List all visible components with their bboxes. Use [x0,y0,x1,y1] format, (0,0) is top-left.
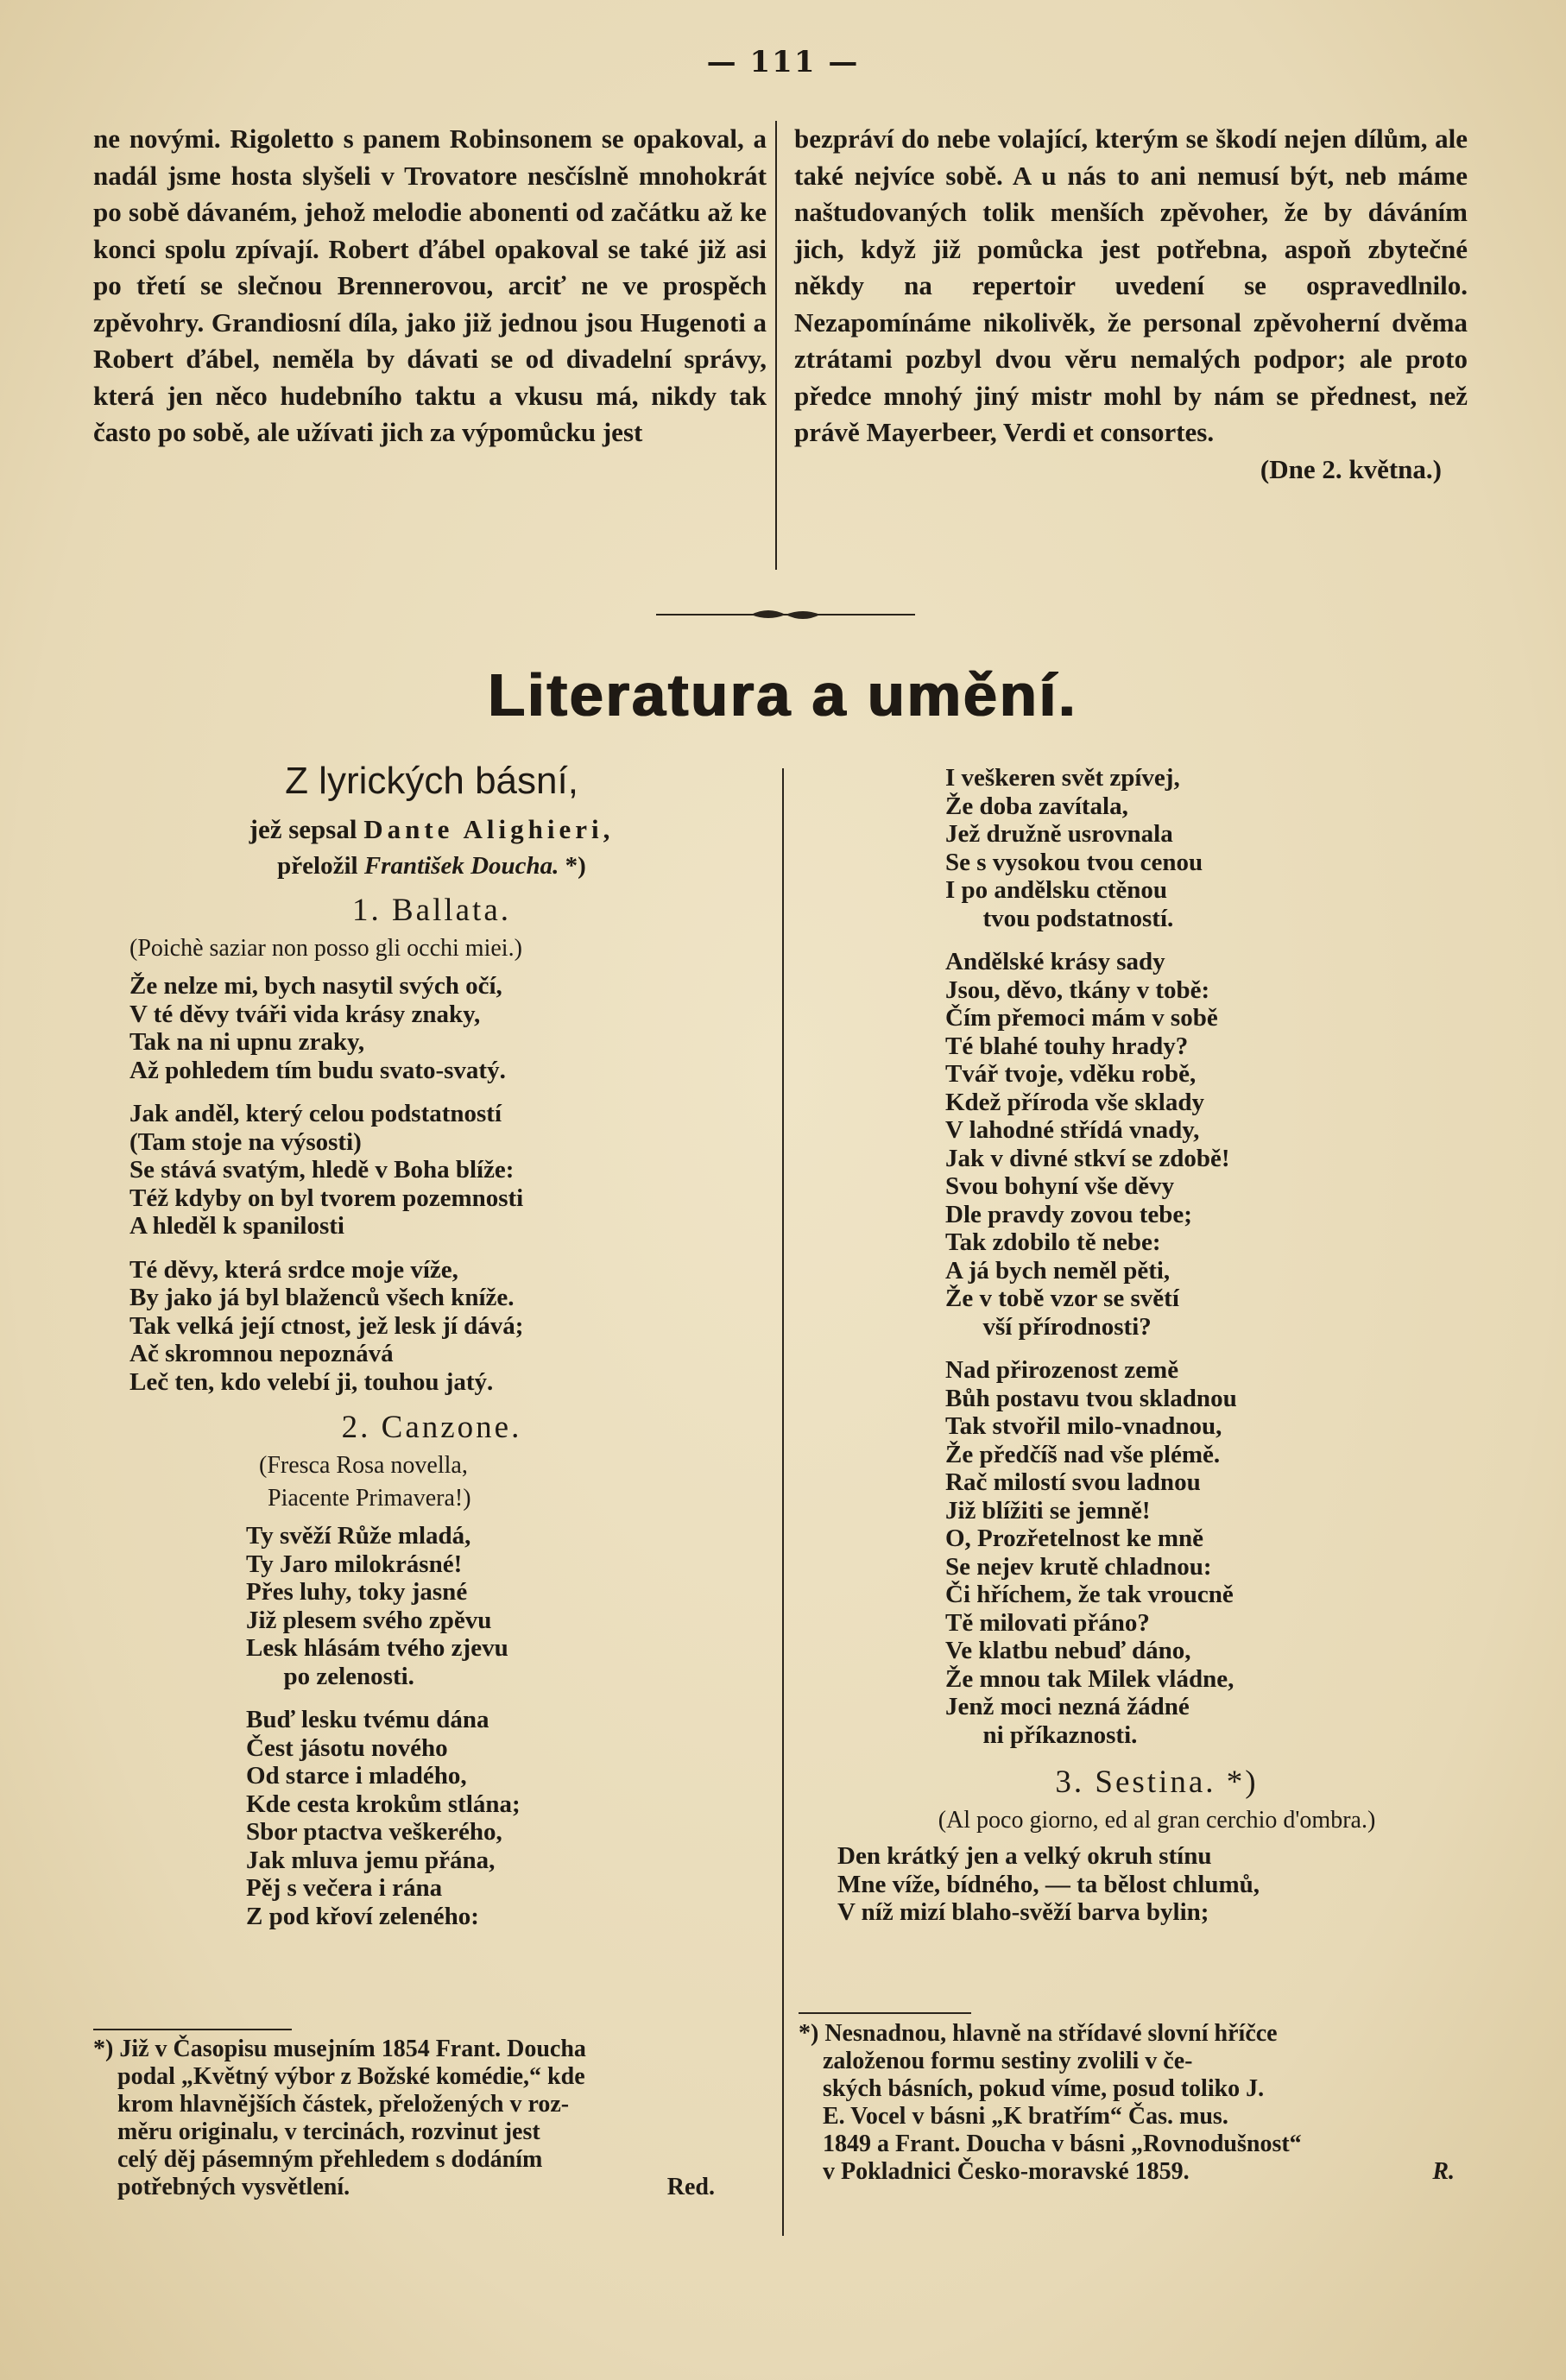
verse-line: (Tam stoje na výsosti) [129,1127,362,1156]
footnote-line: E. Vocel v básni „K bratřím“ Čas. mus. [799,2103,1228,2130]
page-number: — 111 — [706,45,860,79]
verse-line: Jsou, děvo, tkány v tobě: [945,975,1210,1004]
footnote-line: podal „Květný výbor z Božské komédie,“ kde [93,2063,585,2090]
verse-line: Tvář tvoje, vděku robě, [945,1060,1197,1088]
verse-line: Té blahé touhy hrady? [945,1032,1189,1060]
verse-line: Té děvy, která srdce moje víže, [129,1255,458,1284]
footnote-line: celý děj pásemným přehledem s dodáním [93,2146,543,2173]
ballata-stanza-1 [129,972,734,1084]
sestina-stanza-1 [820,1842,1493,1927]
verse-line: Jež družně usrovnala [945,820,1173,848]
verse-line: Že předčíš nad vše plémě. [945,1440,1221,1468]
verse-line: Den krátký jen a velký okruh stínu [837,1842,1212,1870]
canzone-stanza-4 [820,948,1493,1341]
verse-line: Tak velká její ctnost, jež lesk jí dává; [129,1311,524,1340]
verse-line: Přes luhy, toky jasné [246,1578,468,1606]
verse-line: Se stává svatým, hledě v Boha blíže: [129,1156,515,1184]
verse-line: Pěj s večera i rána [246,1874,443,1902]
date-note: (Dne 2. května.) [1260,453,1442,484]
ballata-heading: 1. Ballata. [351,893,512,928]
verse-line: Se nejev krutě chladnou: [945,1552,1212,1581]
column-divider-top [775,121,777,570]
verse-line: Již blížiti se jemně! [945,1496,1151,1525]
verse-line: Čest jásotu nového [246,1733,448,1762]
verse-line: Tak na ni upnu zraky, [129,1028,365,1056]
verse-line: Tak zdobilo tě nebe: [945,1228,1161,1256]
verse-line: Tak stvořil milo-vnadnou, [945,1412,1222,1440]
footnote-last-line [799,2158,1481,2186]
verse-line: I po andělsku ctěnou [945,876,1168,904]
ornament-divider [656,604,915,625]
verse-line: Jak v divné stkví se zdobě! [945,1144,1230,1172]
verse-line: I veškeren svět zpívej, [945,764,1180,792]
verse-line: Až pohledem tím budu svato-svatý. [129,1056,506,1084]
canzone-stanza-3 [820,764,1493,932]
ballata-incipit: (Poichè saziar non posso gli occhi miei.) [129,935,522,962]
verse-line: V lahodné střídá vnady, [945,1116,1200,1144]
verse-line: Či hříchem, že tak vroucně [945,1581,1234,1608]
poems-right-column [820,764,1493,1927]
verse-line: O, Prozřetelnost ke mně [945,1525,1204,1552]
footnote-last-line [93,2174,749,2201]
poem-title: Z lyrických básní, [285,760,578,802]
verse-line: Ve klatbu nebuď dáno, [945,1637,1191,1664]
footnote-line: potřebných vysvětlení. [93,2174,350,2200]
verse-line: V té děvy tváři vida krásy znaky, [129,1000,481,1028]
poem-byline [129,811,734,848]
footnote-line: *) Nesnadnou, hlavně na střídavé slovní hříčce [799,2020,1278,2047]
verse-line: Svou bohyní vše děvy [945,1172,1175,1200]
verse-line: Sbor ptactva veškerého, [246,1818,502,1846]
verse-line: vší přírodnosti? [945,1312,1152,1341]
verse-line: po zelenosti. [246,1662,414,1690]
verse-line: Dle pravdy zovou tebe; [945,1200,1192,1228]
verse-line: Andělské krásy sady [945,948,1165,975]
verse-line: Jak anděl, který celou podstatností [129,1100,502,1127]
ballata-stanza-2 [129,1100,734,1241]
footnote-signature: Red. [666,2174,715,2200]
footnote-line: měru originalu, v tercinách, rozvinut jest [93,2118,540,2145]
canzone-incipit-2: Piacente Primavera!) [268,1485,471,1512]
ballata-stanza-3 [129,1256,734,1397]
footnote-right [799,2020,1481,2186]
footnote-line: v Pokladnici Česko-moravské 1859. [799,2158,1190,2185]
verse-line: Ač skromnou nepoznává [129,1340,394,1367]
verse-line: Že nelze mi, bych nasytil svých očí, [129,972,502,1000]
translator-line [129,848,734,884]
sestina-incipit: (Al poco giorno, ed al gran cerchio d'ombra.) [938,1807,1376,1834]
verse-line: Že mnou tak Milek vládne, [945,1664,1234,1693]
translator-mark: *) [559,852,586,880]
verse-line: Mne víže, bídného, — ta bělost chlumů, [837,1870,1260,1898]
verse-line: Čím přemoci mám v sobě [945,1004,1218,1032]
verse-line: Též kdyby on byl tvorem pozemnosti [129,1184,524,1212]
verse-line: Již plesem svého zpěvu [246,1606,492,1634]
verse-line: By jako já byl blaženců všech kníže. [129,1284,515,1311]
footnote-rule-left [93,2029,292,2030]
footnote-line: založenou formu sestiny zvolili v če- [799,2048,1193,2074]
canzone-heading: 2. Canzone. [341,1410,522,1445]
footnote-line: *) Již v Časopisu musejním 1854 Frant. Doucha [93,2036,586,2062]
verse-line: Kde cesta krokům stlána; [246,1790,521,1818]
verse-line: Nad přirozenost země [945,1356,1179,1384]
verse-line: Jenž moci nezná žádné [945,1693,1190,1720]
footnote-line: ských básních, pokud víme, posud toliko J. [799,2075,1265,2102]
verse-line: Ty Jaro milokrásné! [246,1550,463,1578]
verse-line: Kdež příroda vše sklady [945,1088,1204,1116]
canzone-stanza-2 [129,1706,734,1930]
verse-line: Leč ten, kdo velebí ji, touhou jatý. [129,1367,494,1396]
theatre-review-right-column [794,121,1468,488]
canzone-stanza-5 [820,1356,1493,1749]
theatre-review-right-text: bezpráví do nebe volající, kterým se škodí nejen dílům, ale také nejvíce sobě. A u nás to ani nemusí být, neb máme naštudovaných tolik menších zpěvoher, že by dáváním jich, když již pomůcka jest potřebna, aspoň zbytečné někdy na repertoir uvedení se ospravedlnilo. Nezapomínáme nikolivěk, že personal zpěvoherní dvěma ztrátami pozbyl dvou věru nemalých podpor; ale proto předce mnohý jiný mistr mohl by nám se přednest, než právě Mayerbeer, Verdi et consortes. [794,123,1468,447]
translator-name: František Doucha. [363,852,559,880]
byline-prefix: jež sepsal [249,814,364,844]
column-divider-main [782,768,784,2236]
verse-line: Od starce i mladého, [246,1762,467,1790]
verse-line: Že v tobě vzor se světí [945,1285,1179,1312]
verse-line: Buď lesku tvému dána [246,1706,489,1733]
verse-line: Tě milovati přáno? [945,1608,1150,1637]
verse-line: tvou podstatností. [945,904,1174,932]
verse-line: A já bych neměl pěti, [945,1256,1171,1285]
verse-line: Že doba zavítala, [945,792,1128,820]
verse-line: V níž mizí blaho-svěží barva bylin; [837,1898,1209,1926]
footnote-line: 1849 a Frant. Doucha v básni „Rovnodušnost“ [799,2131,1302,2157]
footnote-rule-right [799,2012,971,2014]
translator-prefix: přeložil [277,852,364,880]
footnote-signature: R. [1432,2158,1455,2185]
verse-line: ni příkaznosti. [945,1720,1138,1749]
sestina-heading: 3. Sestina. *) [1055,1764,1259,1800]
verse-line: Bůh postavu tvou skladnou [945,1384,1237,1412]
canzone-incipit-1: (Fresca Rosa novella, [259,1452,468,1479]
footnote-line: krom hlavnějších částek, přeložených v roz- [93,2091,570,2118]
theatre-review-left-column: ne novými. Rigoletto s panem Robinsonem se opakoval, a nadál jsme hosta slyšeli v Trovatore nesčíslně mnohokrát po sobě dávaném, jehož melodie abonenti od začátku až ke konci spolu zpívají. Robert ďábel opakoval se také již asi po třetí se slečnou Brennerovou, arciť ne ve prospěch zpěvohry. Grandiosní díla, jako již jednou jsou Hugenoti a Robert ďábel, neměla by dávati se od divadelní správy, která jen něco hudebního taktu a vkusu má, nikdy tak často po sobě, ale užívati jich za výpomůcku jest [93,123,767,447]
verse-line: Z pod křoví zeleného: [246,1902,479,1930]
verse-line: Rač milostí svou ladnou [945,1468,1201,1496]
footnote-left [93,2036,749,2201]
section-title: Literatura a umění. [488,661,1078,729]
verse-line: Jak mluva jemu přána, [246,1846,496,1874]
canzone-stanza-1 [129,1522,734,1690]
verse-line: Se s vysokou tvou cenou [945,848,1203,876]
verse-line: Ty svěží Růže mladá, [246,1522,471,1550]
author-name: Dante Alighieri, [363,814,615,844]
verse-line: Lesk hlásám tvého zjevu [246,1634,508,1662]
verse-line: A hleděl k spanilosti [129,1212,344,1240]
poems-left-column [129,760,734,1930]
